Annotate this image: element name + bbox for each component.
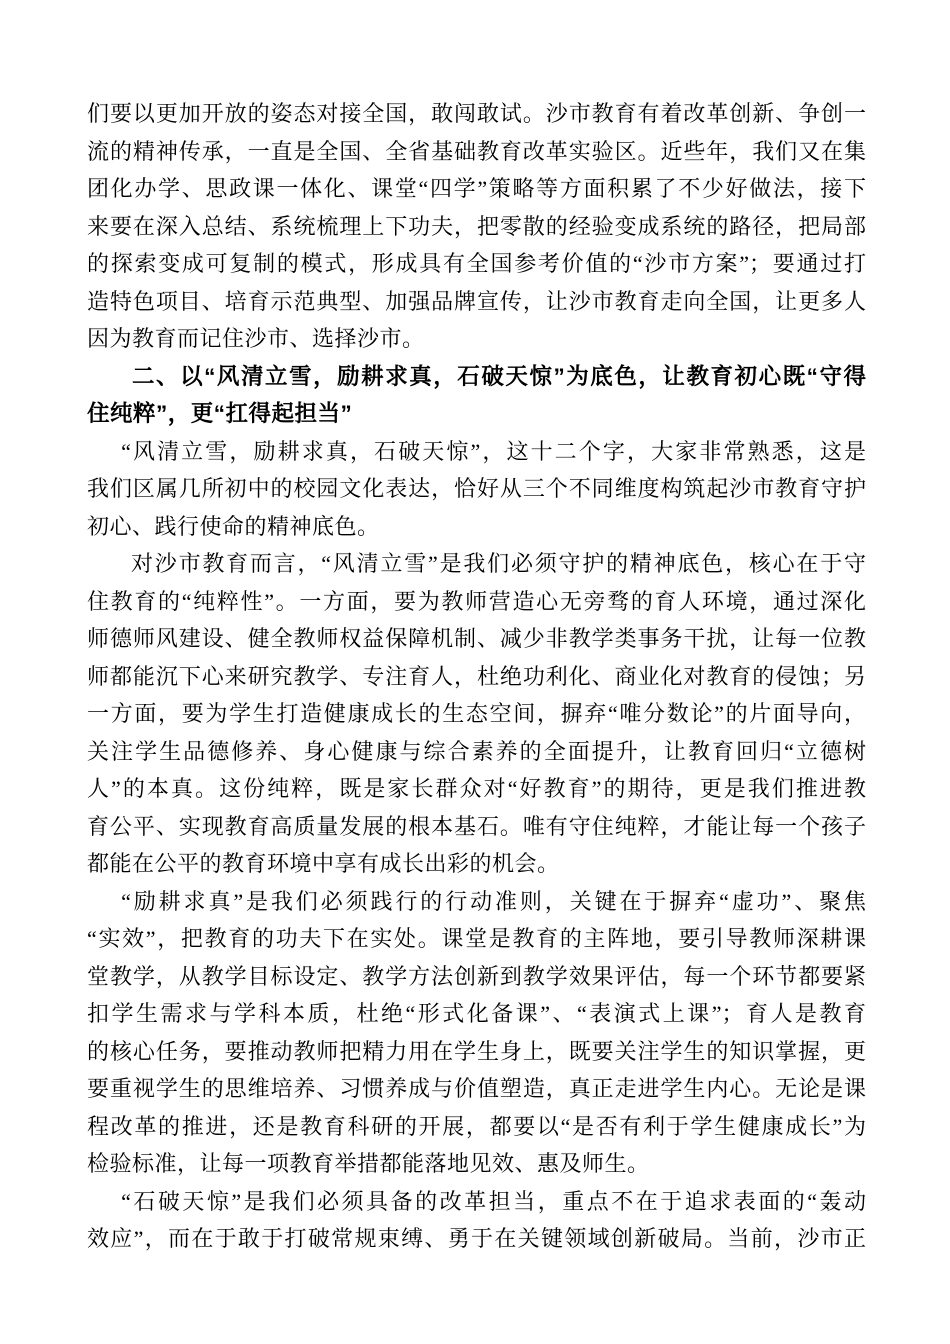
text-line: 人”的本真。这份纯粹，既是家长群众对“好教育”的期待，更是我们推进教	[87, 776, 866, 801]
text-line: 我们区属几所初中的校园文化表达，恰好从三个不同维度构筑起沙市教育守护	[87, 476, 866, 501]
text-line: 关注学生品德修养、身心健康与综合素养的全面提升，让教育回归“立德树	[87, 738, 866, 764]
text-line: 们要以更加开放的姿态对接全国，敢闯敢试。沙市教育有着改革创新、争创一	[87, 101, 866, 126]
text-line: 检验标准，让每一项教育举措都能落地见效、惠及师生。	[87, 1151, 650, 1176]
text-line: 流的精神传承，一直是全国、全省基础教育改革实验区。近些年，我们又在集	[87, 138, 866, 164]
text-line: 对沙市教育而言，“风清立雪”是我们必须守护的精神底色，核心在于守	[131, 551, 866, 576]
text-line: “石破天惊”是我们必须具备的改革担当，重点不在于追求表面的“轰动	[121, 1188, 866, 1214]
text-line: 效应”，而在于敢于打破常规束缚、勇于在关键领域创新破局。当前，沙市正	[87, 1226, 866, 1251]
text-line: 初心、践行使命的精神底色。	[87, 513, 380, 539]
text-line: 一方面，要为学生打造健康成长的生态空间，摒弃“唯分数论”的片面导向，	[87, 701, 866, 726]
text-line: 育公平、实现教育高质量发展的根本基石。唯有守住纯粹，才能让每一个孩子	[87, 813, 866, 839]
text-block	[87, 95, 866, 1258]
text-line: 团化办学、思政课一体化、课堂“四学”策略等方面积累了不少好做法，接下	[87, 176, 866, 201]
text-line: 造特色项目、培育示范典型、加强品牌宣传，让沙市教育走向全国，让更多人	[87, 288, 866, 314]
text-line: “实效”，把教育的功夫下在实处。课堂是教育的主阵地，要引导教师深耕课	[87, 926, 866, 951]
text-line: 的核心任务，要推动教师把精力用在学生身上，既要关注学生的知识掌握，更	[87, 1038, 866, 1064]
text-line: 住教育的“纯粹性”。一方面，要为教师营造心无旁骛的育人环境，通过深化	[87, 588, 866, 614]
text-line: 因为教育而记住沙市、选择沙市。	[87, 326, 425, 351]
text-line: “励耕求真”是我们必须践行的行动准则，关键在于摒弃“虚功”、聚焦	[121, 888, 866, 914]
heading-line: 二、以“风清立雪，励耕求真，石破天惊”为底色，让教育初心既“守得	[132, 363, 866, 389]
text-line: 都能在公平的教育环境中享有成长出彩的机会。	[87, 851, 560, 876]
text-line: 堂教学，从教学目标设定、教学方法创新到教学效果评估，每一个环节都要紧	[87, 963, 866, 989]
text-line: 来要在深入总结、系统梳理上下功夫，把零散的经验变成系统的路径，把局部	[87, 213, 866, 239]
text-line: “风清立雪，励耕求真，石破天惊”，这十二个字，大家非常熟悉，这是	[121, 438, 866, 464]
heading-line: 住纯粹”，更“扛得起担当”	[87, 401, 353, 426]
text-line: 要重视学生的思维培养、习惯养成与价值塑造，真正走进学生内心。无论是课	[87, 1076, 866, 1101]
text-line: 的探索变成可复制的模式，形成具有全国参考价值的“沙市方案”；要通过打	[87, 251, 866, 276]
text-line: 程改革的推进，还是教育科研的开展，都要以“是否有利于学生健康成长”为	[87, 1113, 866, 1139]
text-line: 师德师风建设、健全教师权益保障机制、减少非教学类事务干扰，让每一位教	[87, 626, 866, 651]
text-line: 扣学生需求与学科本质，杜绝“形式化备课”、“表演式上课”；育人是教育	[87, 1001, 866, 1026]
text-line: 师都能沉下心来研究教学、专注育人，杜绝功利化、商业化对教育的侵蚀；另	[87, 663, 866, 689]
